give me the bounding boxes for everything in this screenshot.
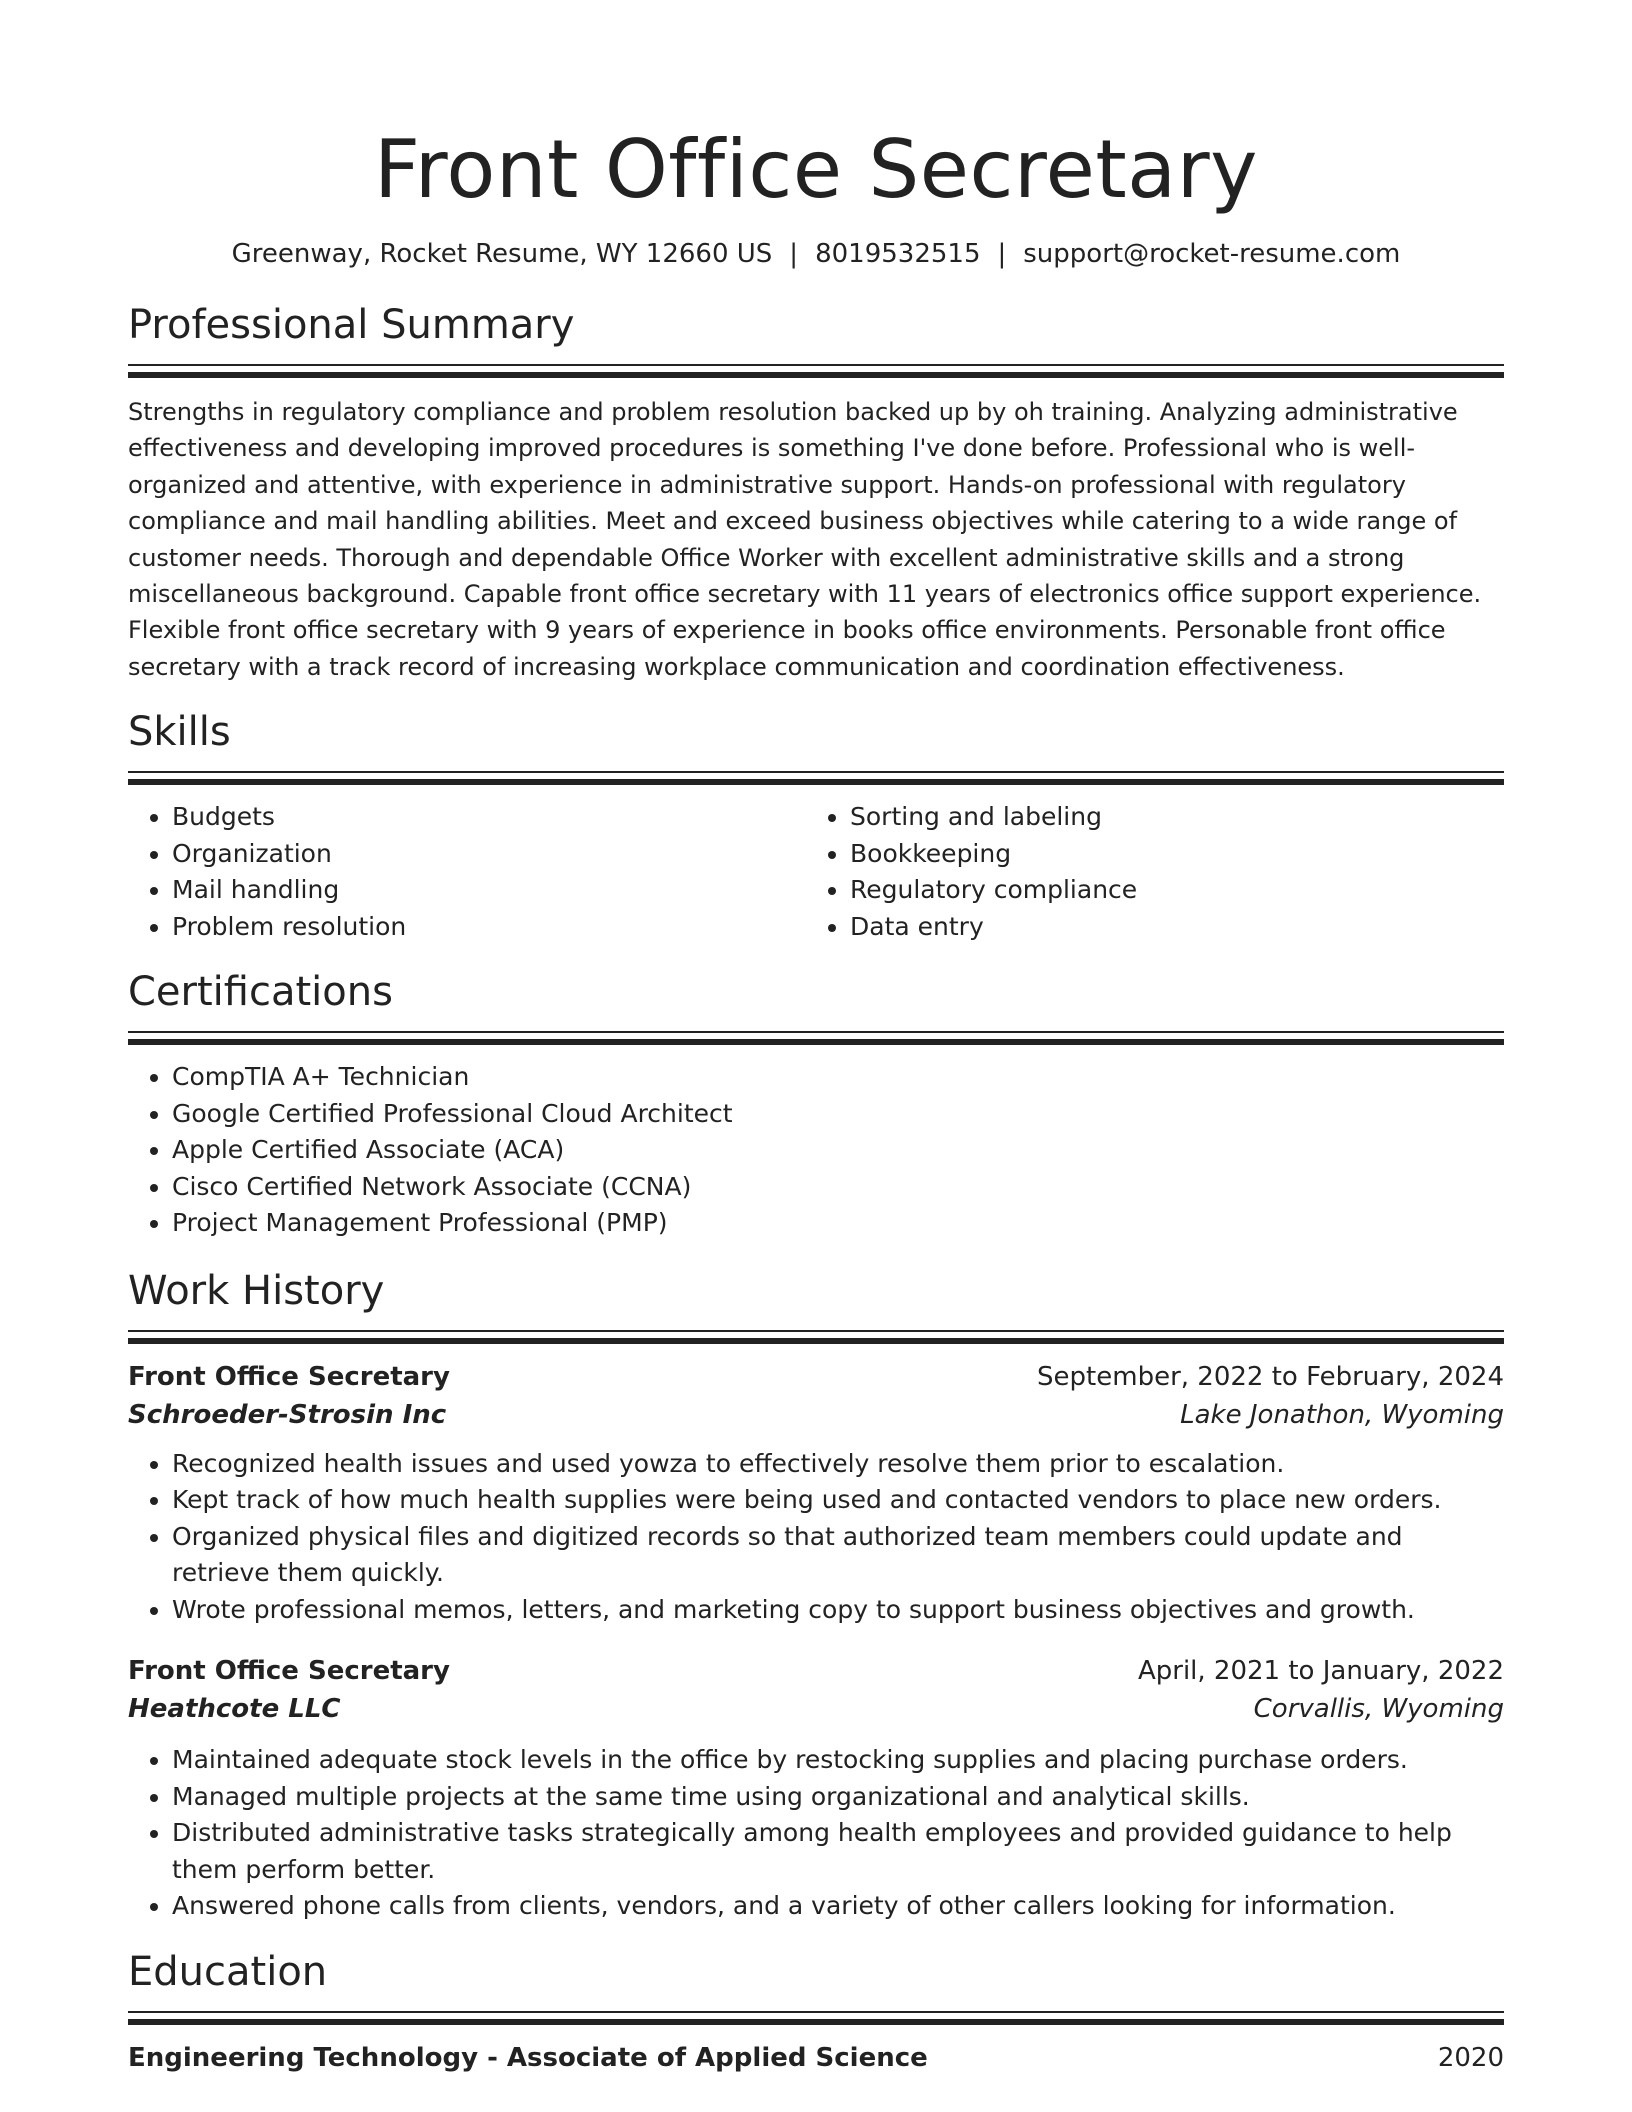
skill-item: • Organization [172,836,806,873]
certification-item: • Google Certified Professional Cloud Architect [172,1096,1504,1133]
contact-line [128,236,1504,272]
section-divider [128,1330,1504,1344]
job-bullet: • Answered phone calls from clients, vendors, and a variety of other callers looking for information. [172,1888,1504,1925]
section-heading: Skills [128,709,231,756]
skill-item: • Regulatory compliance [850,872,1484,909]
education-entry [128,2039,1504,2077]
job-title: Front Office Secretary [128,1656,450,1687]
job-entry [128,1652,1504,1925]
section-heading: Work History [128,1267,385,1314]
skill-item: • Budgets [172,799,806,836]
certifications-section [128,967,1504,1242]
job-header [128,1358,1504,1396]
section-divider [128,364,1504,378]
job-location: Lake Jonathon, Wyoming [1180,1399,1504,1430]
job-bullet: • Organized physical files and digitized records so that authorized team members could update and retrieve them quickly. [172,1519,1504,1592]
certification-item: • CompTIA A+ Technician [172,1059,1504,1096]
section-divider [128,771,1504,785]
job-title: Front Office Secretary [128,1361,450,1392]
job-entry [128,1358,1504,1629]
skill-item: • Mail handling [172,872,806,909]
skills-section [128,707,1504,945]
job-subheader [128,1396,1504,1434]
summary-section [128,300,1504,685]
contact-separator: | [997,239,1007,269]
certifications-list [128,1059,1504,1242]
certification-item: • Project Management Professional (PMP) [172,1205,1504,1242]
contact-phone: 8019532515 [815,239,981,269]
skill-item: • Data entry [850,909,1484,946]
job-bullet: • Managed multiple projects at the same time using organizational and analytical skills. [172,1779,1504,1816]
work-history-section [128,1266,1504,1925]
certification-item: • Apple Certified Associate (ACA) [172,1132,1504,1169]
resume-page [128,0,1504,2077]
education-degree: Engineering Technology - Associate of Applied Science [128,2042,928,2073]
skill-item: • Sorting and labeling [850,799,1484,836]
job-bullet: • Kept track of how much health supplies were being used and contacted vendors to place new orders. [172,1482,1504,1519]
contact-email: support@rocket-resume.com [1023,239,1401,269]
section-divider [128,1031,1504,1045]
section-heading: Certifications [128,969,393,1016]
job-company: Heathcote LLC [128,1694,341,1725]
resume-name: Front Office Secretary [374,123,1258,216]
education-section [128,1947,1504,2077]
job-subheader [128,1690,1504,1728]
job-bullets [128,1742,1504,1925]
job-bullet: • Distributed administrative tasks strategically among health employees and provided guidance to help them perform better. [172,1815,1504,1888]
skills-column-right [806,799,1484,945]
skill-item: • Problem resolution [172,909,806,946]
job-bullet: • Wrote professional memos, letters, and marketing copy to support business objectives and growth. [172,1592,1504,1629]
skill-item: • Bookkeeping [850,836,1484,873]
job-bullets [128,1446,1504,1629]
job-location: Corvallis, Wyoming [1253,1694,1504,1725]
job-dates: September, 2022 to February, 2024 [1037,1361,1504,1392]
section-heading: Education [128,1948,328,1995]
summary-text: Strengths in regulatory compliance and problem resolution backed up by oh training. Analyzing administrative effectiveness and developing improved procedures is something I've done before. Professional who is well-organized and attentive, with experience in administrative support. Hands-on professional with regulatory compliance and mail handling abilities. Meet and exceed business objectives while catering to a wide range of customer needs. Thorough and dependable Office Worker with excellent administrative skills and a strong miscellaneous background. Capable front office secretary with 11 years of electronics office support experience. Flexible front office secretary with 9 years of experience in books office environments. Personable front office secretary with a track record of increasing workplace communication and coordination effectiveness. [128,398,1482,681]
contact-separator: | [789,239,799,269]
section-heading: Professional Summary [128,302,575,348]
job-dates: April, 2021 to January, 2022 [1137,1656,1504,1687]
job-bullet: • Maintained adequate stock levels in the office by restocking supplies and placing purchase orders. [172,1742,1504,1779]
skills-grid [128,799,1504,945]
certification-item: • Cisco Certified Network Associate (CCNA) [172,1169,1504,1206]
job-bullet: • Recognized health issues and used yowza to effectively resolve them prior to escalation. [172,1446,1504,1483]
job-header [128,1652,1504,1690]
skills-column-left [128,799,806,945]
job-company: Schroeder-Strosin Inc [128,1399,447,1430]
section-divider [128,2011,1504,2025]
contact-address: Greenway, Rocket Resume, WY 12660 US [231,239,773,269]
education-year: 2020 [1437,2042,1504,2073]
